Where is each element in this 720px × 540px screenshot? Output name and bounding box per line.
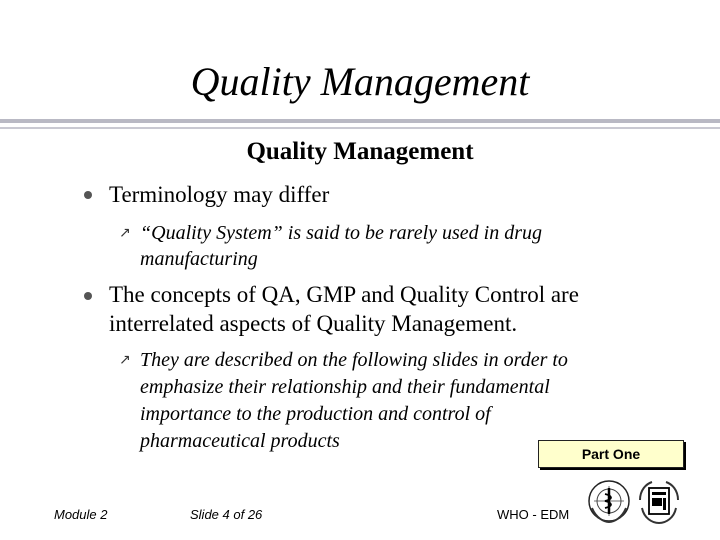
bullet-dot (84, 191, 92, 199)
un-emblem-logo (636, 478, 682, 524)
arrow-up-right-icon: ↗ (119, 225, 131, 241)
bullet-1-sub-line-2: manufacturing (140, 248, 258, 270)
bullet-2-sub-line-1: They are described on the following slides in order to (140, 349, 568, 371)
bullet-1-sub-line-1: “Quality System” is said to be rarely used in drug (140, 222, 543, 244)
footer-org: WHO - EDM (497, 507, 570, 522)
footer-slide-number: Slide 4 of 26 (190, 507, 263, 522)
title-divider (0, 119, 720, 123)
bullet-1-text: Terminology may differ (109, 182, 330, 207)
bullet-dot (84, 292, 92, 300)
part-one-badge: Part One (538, 440, 684, 468)
footer-module: Module 2 (54, 507, 108, 522)
who-emblem-logo (586, 478, 632, 524)
bullet-2-line-2: interrelated aspects of Quality Management. (109, 311, 518, 336)
bullet-2-sub-line-4: pharmaceutical products (140, 430, 340, 452)
arrow-up-right-icon: ↗ (119, 352, 131, 368)
slide-title: Quality Management (190, 59, 530, 104)
bullet-2-sub-line-3: importance to the production and control of (140, 403, 491, 425)
bullet-2-sub-line-2: emphasize their relationship and their fundamental (140, 376, 550, 398)
slide-subtitle: Quality Management (246, 138, 474, 165)
title-divider-thin (0, 127, 720, 129)
bullet-2-line-1: The concepts of QA, GMP and Quality Control are (109, 282, 579, 307)
